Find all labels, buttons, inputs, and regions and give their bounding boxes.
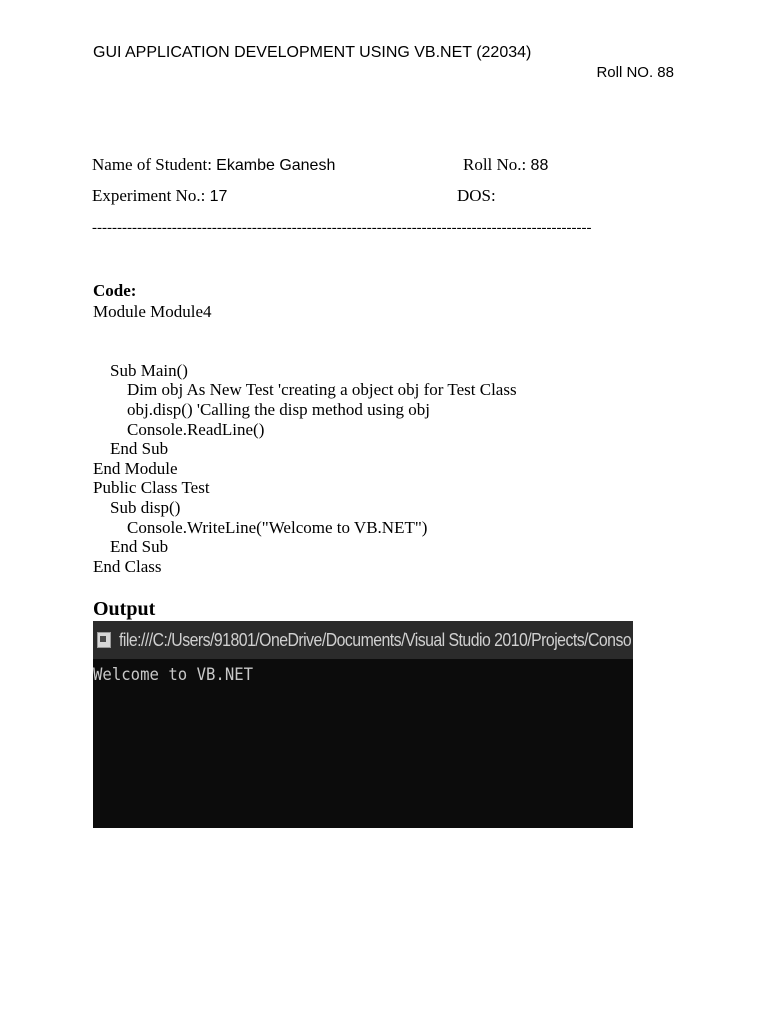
- code-line: End Module: [93, 458, 178, 478]
- section-divider: ----------------------------------------------------------------------------------------------------: [92, 220, 592, 236]
- experiment-row: [92, 186, 227, 206]
- roll-no-row: [463, 155, 548, 175]
- console-titlebar: [93, 621, 633, 659]
- code-line: Dim obj As New Test 'creating a object obj for Test Class: [93, 380, 517, 400]
- code-line: Public Class Test: [93, 478, 210, 498]
- code-line: End Sub: [93, 537, 169, 557]
- code-line: End Class: [93, 556, 162, 576]
- dos-label: DOS:: [457, 186, 496, 205]
- code-heading: Code:: [93, 281, 137, 300]
- code-line: Module Module4: [93, 302, 212, 321]
- console-title-path: file:///C:/Users/91801/OneDrive/Documents/Visual Studio 2010/Projects/Conso: [119, 629, 632, 650]
- code-line: [93, 341, 517, 361]
- student-name-row: [92, 155, 335, 175]
- code-line: [93, 322, 517, 342]
- console-screenshot: [93, 621, 633, 828]
- code-line: Sub Main(): [93, 360, 188, 380]
- student-name-label: Name of Student:: [92, 155, 217, 174]
- console-window-icon: [97, 632, 111, 648]
- roll-no-label: Roll No.:: [463, 155, 531, 174]
- output-heading: Output: [93, 598, 156, 620]
- code-line: End Sub: [93, 439, 169, 459]
- code-line: Sub disp(): [93, 497, 181, 517]
- experiment-label: Experiment No.:: [92, 186, 210, 205]
- code-line: obj.disp() 'Calling the disp method using obj: [93, 399, 430, 419]
- experiment-value: 17: [209, 188, 228, 205]
- student-name-value: Ekambe Ganesh: [216, 157, 336, 174]
- code-line: Console.WriteLine("Welcome to VB.NET"): [93, 517, 428, 537]
- page-header-roll: Roll NO. 88: [596, 64, 674, 81]
- code-line: Console.ReadLine(): [93, 419, 265, 439]
- code-block: [93, 302, 517, 576]
- page-header-title: GUI APPLICATION DEVELOPMENT USING VB.NET (22034): [93, 44, 532, 61]
- console-output-text: Welcome to VB.NET: [93, 665, 254, 685]
- roll-no-value: 88: [530, 157, 549, 174]
